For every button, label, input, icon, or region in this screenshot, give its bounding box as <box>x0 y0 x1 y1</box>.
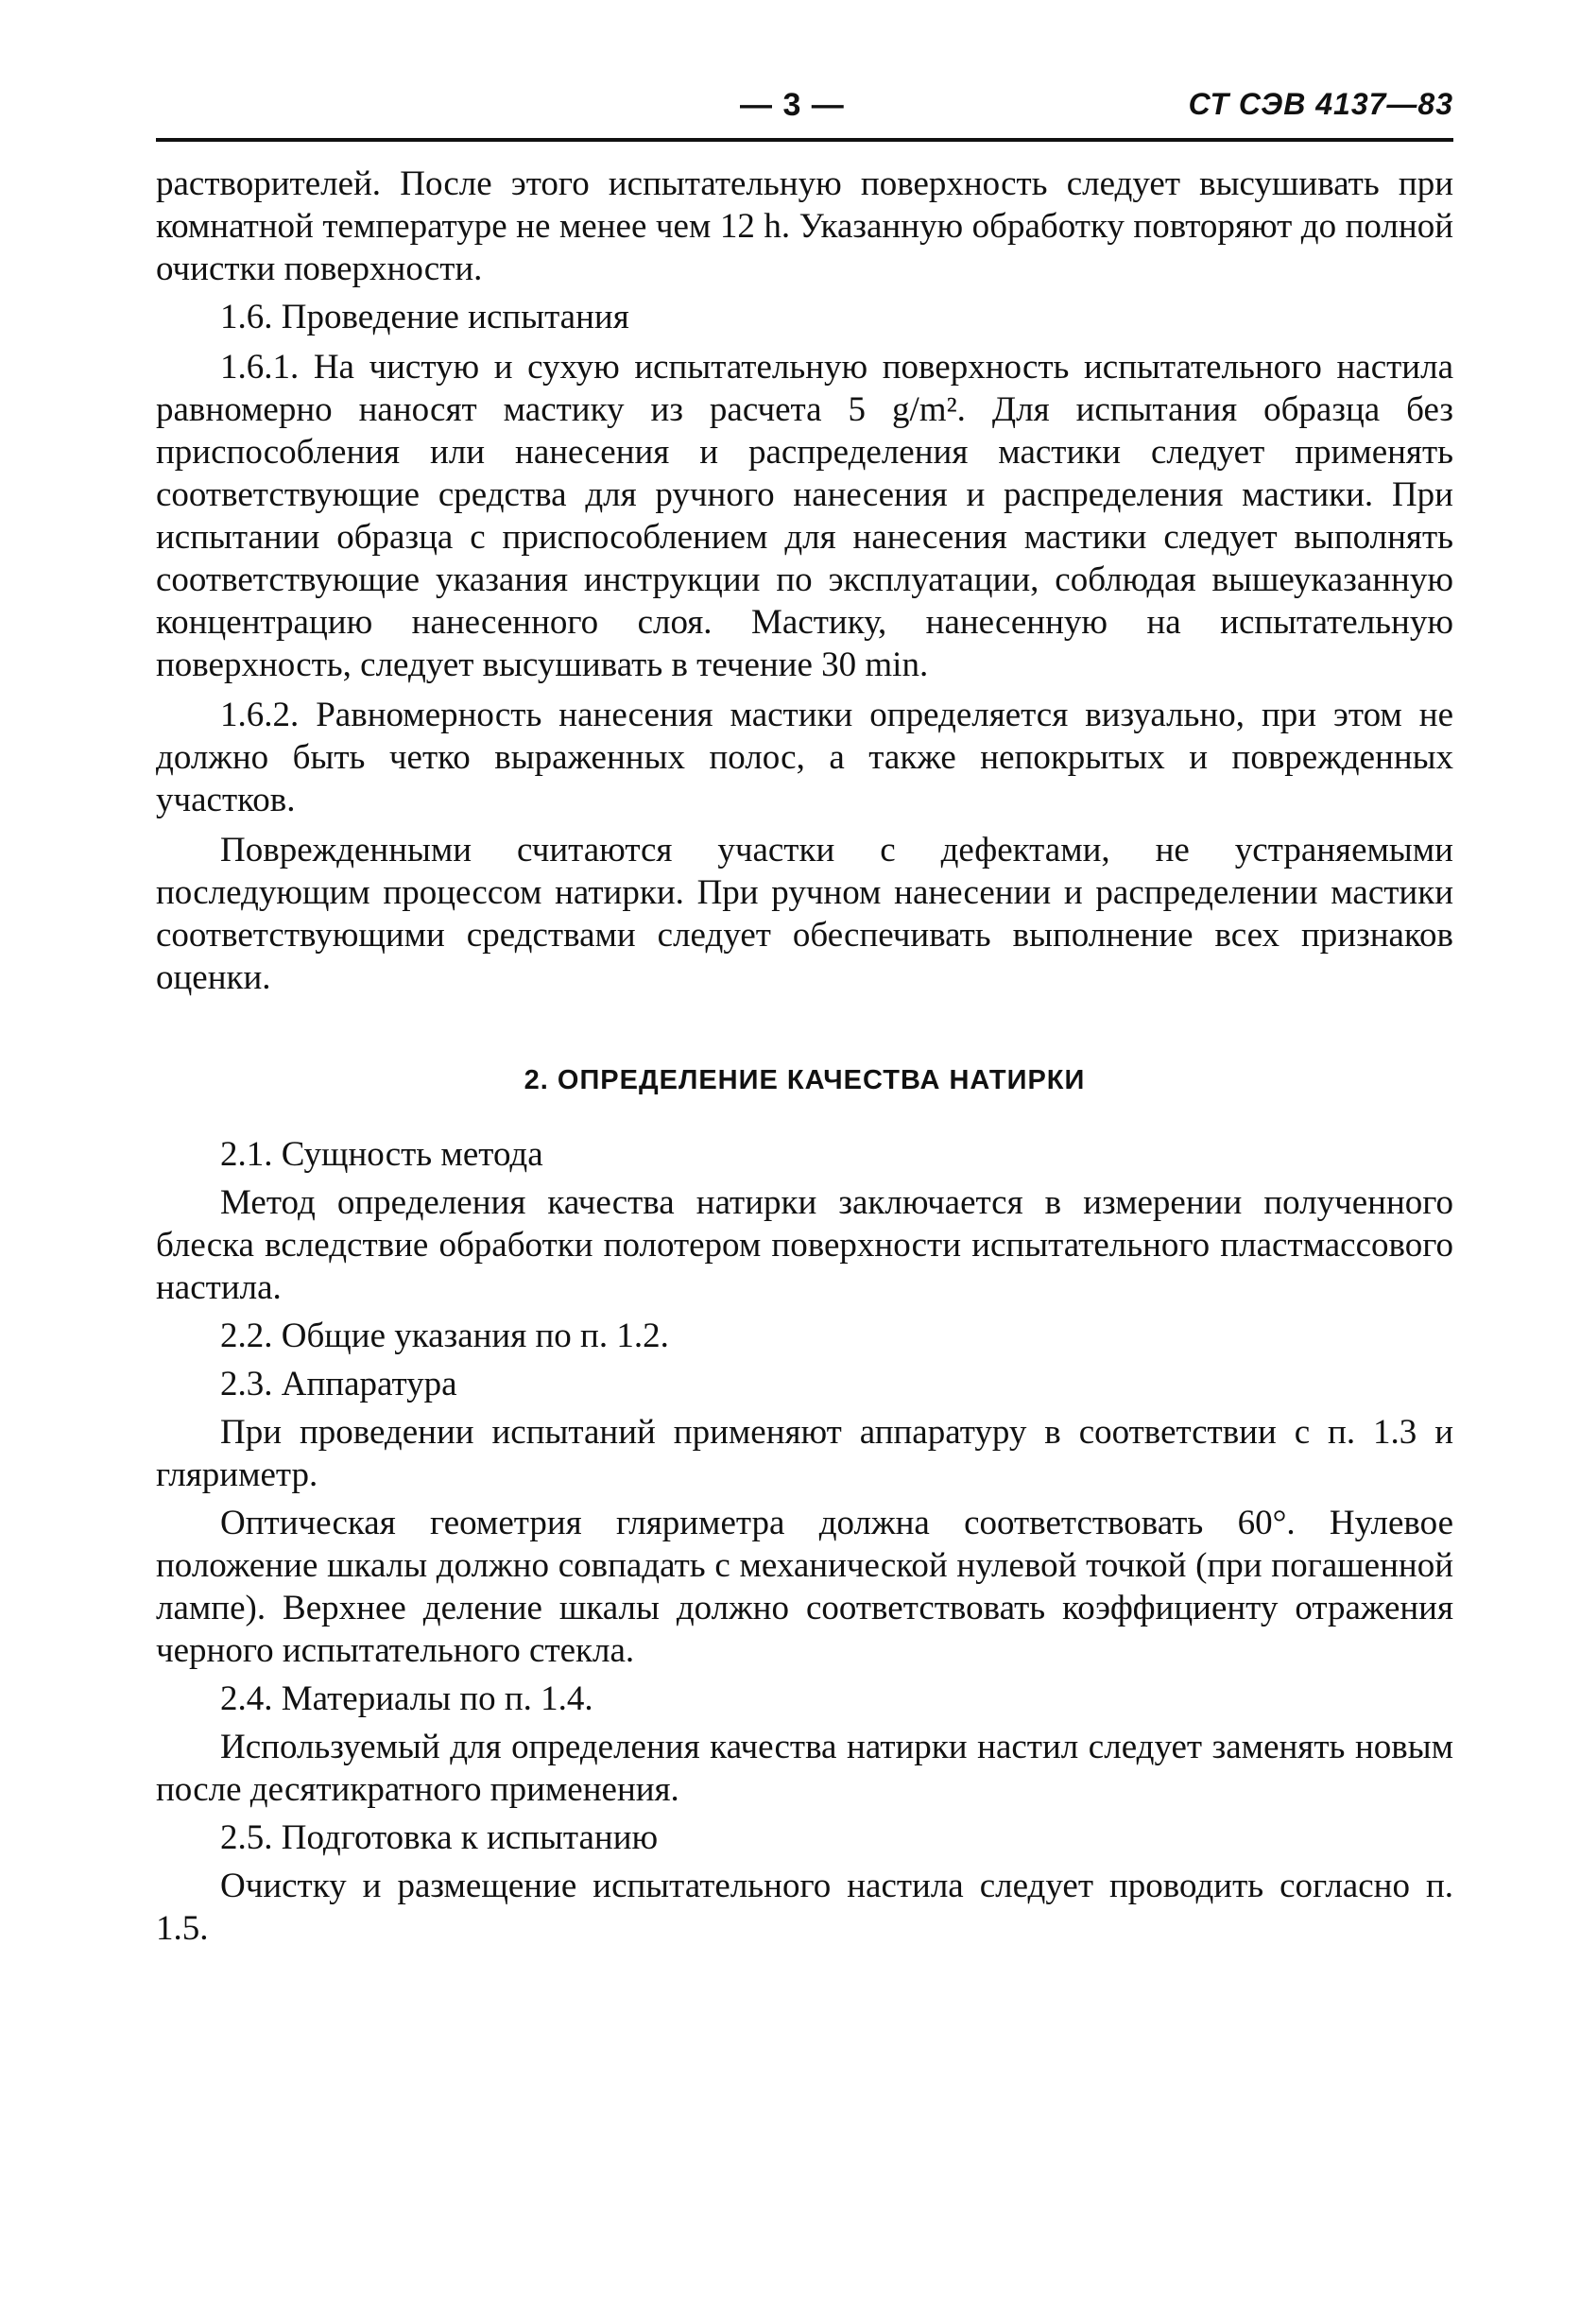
paragraph-1-6-2: 1.6.2. Равномерность нанесения мастики определяется визуально, при этом не должно быть четко выраженных полос, а также непокрытых и поврежденных участков. <box>156 696 1453 819</box>
paragraph-preparation: Очистку и размещение испытательного настила следует проводить согласно п. 1.5. <box>156 1867 1453 1948</box>
paragraph-apparatus: При проведении испытаний применяют аппаратуру в соответствии с п. 1.3 и гляриметр. <box>156 1413 1453 1494</box>
subsection-heading-1-6: 1.6. Проведение испытания <box>220 298 629 336</box>
subsection-heading-2-2: 2.2. Общие указания по п. 1.2. <box>220 1317 669 1355</box>
page-header <box>156 87 1453 134</box>
paragraph-1-6-1: 1.6.1. На чистую и сухую испытательную поверхность испытательного настила равномерно наносят мастику из расчета 5 g/m². Для испытания образца без приспособления или нанесения и распределения мастики следует применять соответствующие средства для ручного нанесения и распределения мастики. При испытании образца с приспособлением для нанесения мастики следует выполнять соответствующие указания инструкции по эксплуатации, соблюдая вышеуказанную концентрацию нанесенного слоя. Мастику, нанесенную на испытательную поверхность, следует высушивать в течение 30 min. <box>156 348 1453 684</box>
subsection-heading-2-4: 2.4. Материалы по п. 1.4. <box>220 1679 593 1718</box>
paragraph-damaged-areas: Поврежденными считаются участки с дефектами, не устраняемыми последующим процессом натирки. При ручном нанесении и распределении мастики соответствующими средствами следует обеспечивать выполнение всех признаков оценки. <box>156 831 1453 997</box>
subsection-heading-2-1: 2.1. Сущность метода <box>220 1135 543 1174</box>
page-number: — 3 — <box>740 87 845 123</box>
section-title: 2. ОПРЕДЕЛЕНИЕ КАЧЕСТВА НАТИРКИ <box>524 1065 1086 1095</box>
paragraph-continuation: растворителей. После этого испытательную поверхность следует высушивать при комнатной температуре не менее чем 12 h. Указанную обработку повторяют до полной очистки поверхности. <box>156 164 1453 288</box>
document-code: СТ СЭВ 4137—83 <box>1188 87 1453 121</box>
paragraph-materials: Используемый для определения качества натирки настил следует заменять новым после десятикратного применения. <box>156 1728 1453 1809</box>
paragraph-method-essence: Метод определения качества натирки заключается в измерении полученного блеска вследствие обработки полотером поверхности испытательного пластмассового настила. <box>156 1183 1453 1307</box>
subsection-heading-2-3: 2.3. Аппаратура <box>220 1365 457 1403</box>
document-body <box>156 163 1453 1950</box>
header-rule <box>156 138 1453 142</box>
paragraph-optical-geometry: Оптическая геометрия гляриметра должна соответствовать 60°. Нулевое положение шкалы должно совпадать с механической нулевой точкой (при погашенной лампе). Верхнее деление шкалы должно соответствовать коэффициенту отражения черного испытательного стекла. <box>156 1504 1453 1670</box>
subsection-heading-2-5: 2.5. Подготовка к испытанию <box>220 1818 659 1857</box>
